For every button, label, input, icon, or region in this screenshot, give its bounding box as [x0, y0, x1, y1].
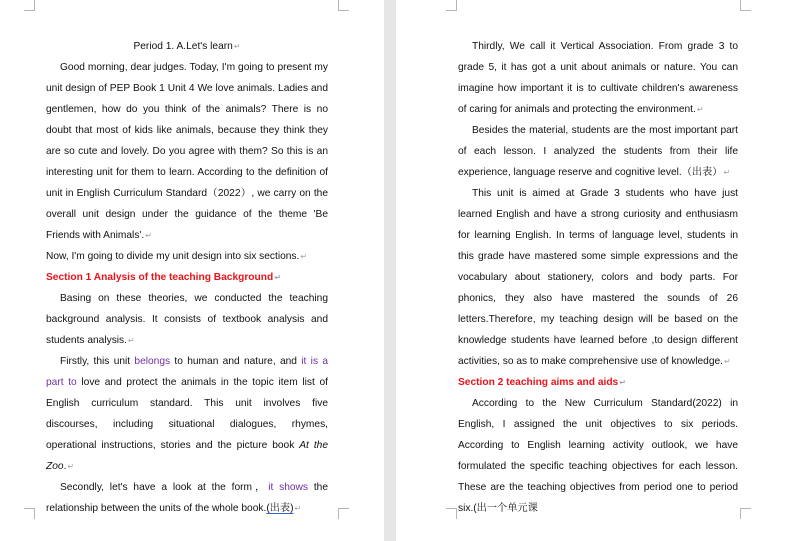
section-heading[interactable]: Section 2 teaching aims and aids↵ [458, 377, 626, 388]
paragraph[interactable]: Firstly, this unit belongs to human and nature, and it is a part to love and protect the animals in the topic item list of English curriculum standard. This unit involves five discourses, including situational dialogues, rhymes, operational instructions, stories and the picture book At the Zoo.↵ [46, 356, 328, 472]
crop-mark [446, 0, 457, 11]
paragraph[interactable]: This unit is aimed at Grade 3 students who have just learned English and have a strong curiosity and enthusiasm for learning English. In terms of language level, students in this grade have mastered some simple expressions and the vocabulary about stationery, colors and body parts. For phonics, they also have mastered the sounds of 26 letters.Therefore, my teaching design will be based on the knowledge students have learned before ,to design different activities, so as to make comprehensive use of knowledge.↵ [458, 188, 738, 367]
highlighted-text: it shows [268, 482, 308, 493]
paragraph[interactable]: Basing on these theories, we conducted the teaching background analysis. It consists of textbook analysis and students analysis.↵ [46, 293, 328, 346]
paragraph[interactable]: According to the New Curriculum Standard(2022) in English, I assigned the unit objectives to six periods. According to English learning activity outlook, we have formulated the specific teaching objectives for each lesson. These are the teaching objectives from period one to period six.(出一个单元课 [458, 398, 738, 514]
crop-mark [24, 0, 35, 11]
highlighted-text: it is a part to [46, 356, 328, 388]
document-title[interactable]: Period 1. A.Let's learn↵ [133, 41, 241, 52]
crop-mark [338, 508, 349, 519]
crop-mark [338, 0, 349, 11]
crop-mark [740, 0, 751, 11]
paragraph[interactable]: Besides the material, students are the most important part of each lesson. I analyzed the students from their life experience, language reserve and cognitive level.（出表）↵ [458, 125, 738, 178]
crop-mark [24, 508, 35, 519]
crop-mark [740, 508, 751, 519]
paragraph[interactable]: Thirdly, We call it Vertical Association. From grade 3 to grade 5, it has got a unit about animals or nature. You can imagine how important it is to cultivate children's awareness of caring for animals and protecting the environment.↵ [458, 41, 738, 115]
page-content[interactable] [458, 36, 738, 519]
crop-mark [446, 508, 457, 519]
paragraph[interactable]: Now, I'm going to divide my unit design into six sections.↵ [46, 251, 308, 262]
paragraph[interactable]: Good morning, dear judges. Today, I'm going to present my unit design of PEP Book 1 Unit 4 We love animals. Ladies and gentlemen, how do you think of the animals? There is no doubt that most of kids like animals, because they think they are so cute and lovely. Do you agree with them? So this is an interesting unit for them to learn. According to the definition of unit in English Curriculum Standard（2022）, we carry on the overall unit design under the guidance of the theme 'Be Friends with Animals'.↵ [46, 62, 328, 241]
paragraph[interactable]: Secondly, let's have a look at the form，it shows the relationship between the units of the whole book.(出表)↵ [46, 482, 328, 514]
document-page-left [0, 0, 384, 541]
page-content[interactable] [46, 36, 328, 519]
document-page-right [396, 0, 800, 541]
page-gap [384, 0, 396, 541]
highlighted-text: belongs [134, 356, 171, 367]
book-title: At the Zoo [46, 440, 328, 472]
section-heading[interactable]: Section 1 Analysis of the teaching Background↵ [46, 272, 281, 283]
